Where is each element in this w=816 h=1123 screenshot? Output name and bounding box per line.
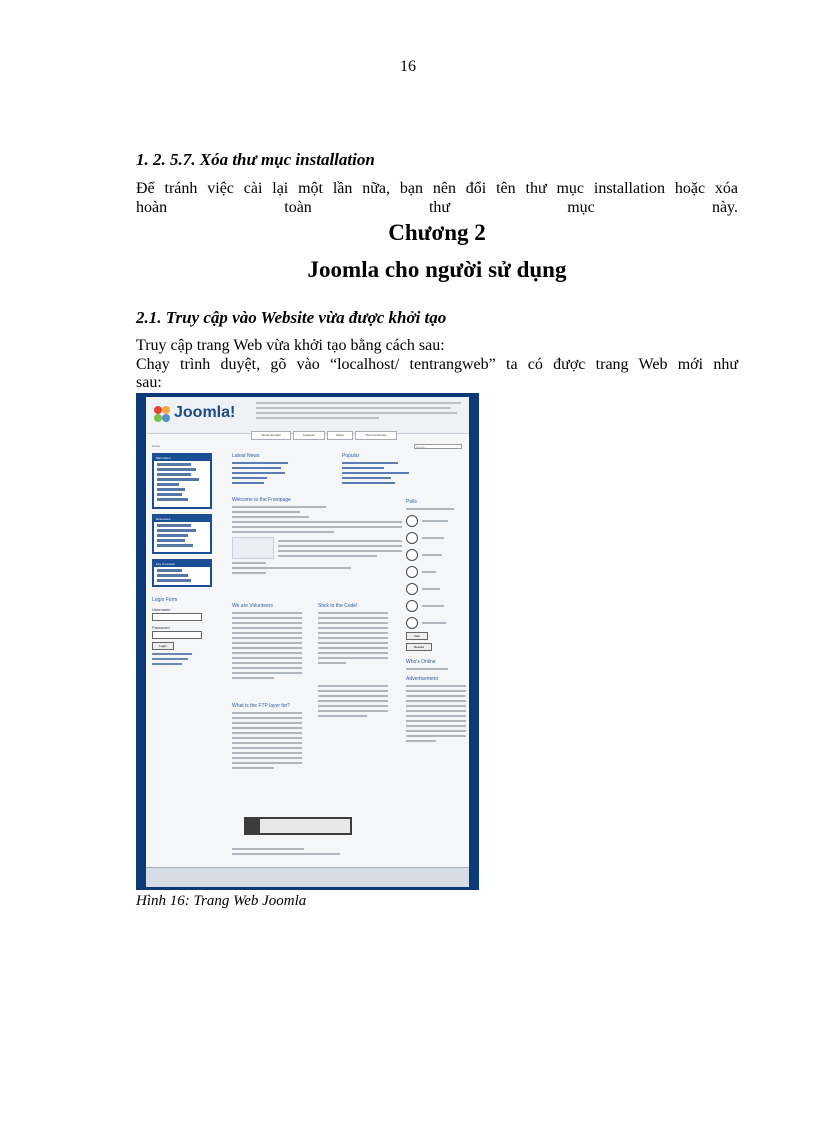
- login-title: Login Form: [152, 597, 178, 603]
- joomla-logo-icon: [152, 404, 172, 424]
- resources-box: [152, 514, 212, 554]
- copyright: [232, 845, 352, 855]
- key-concepts-title: Key Concepts: [154, 561, 210, 567]
- joomla-footer: [146, 867, 469, 887]
- stick-title: Stick to the Code!: [318, 603, 358, 609]
- latest-news-title: Latest News: [232, 453, 260, 459]
- username-input[interactable]: [152, 613, 202, 621]
- paragraph-line-1: Để tránh việc cài lại một lần nữa, bạn nên đổi tên thư mục installation hoặc xóa: [136, 180, 738, 197]
- volunteers-title: We are Volunteers: [232, 603, 274, 609]
- top-nav: [251, 431, 471, 439]
- ad-banner[interactable]: [244, 817, 352, 835]
- right-column: [406, 499, 466, 742]
- whos-online-title: Who's Online: [406, 659, 436, 665]
- joomla-screenshot-figure: [136, 393, 479, 890]
- nav-about[interactable]: About Joomla!: [251, 431, 291, 440]
- password-label: Password: [152, 625, 170, 630]
- password-input[interactable]: [152, 631, 202, 639]
- joomla-page: [146, 397, 469, 886]
- section-heading-2-1: 2.1. Truy cập vào Website vừa được khởi tạo: [136, 308, 447, 327]
- body-line-2: Chạy trình duyệt, gõ vào “localhost/ tentrangweb” ta có được trang Web mới như: [136, 356, 738, 373]
- joomla-logo: [152, 404, 240, 426]
- joomla-logo-text: Joomla!: [174, 404, 236, 421]
- page-number: 16: [400, 58, 416, 75]
- nav-features[interactable]: Features: [293, 431, 325, 440]
- breadcrumb[interactable]: Home: [152, 444, 161, 448]
- login-form: [152, 597, 212, 665]
- ftp-title: What is the FTP layer for?: [232, 703, 290, 709]
- search-input[interactable]: search...: [414, 444, 462, 449]
- popular: [342, 453, 412, 484]
- vote-button[interactable]: Vote: [406, 632, 428, 640]
- key-concepts-box: [152, 559, 212, 587]
- advertisement-title: Advertisement: [406, 676, 438, 682]
- popular-title: Popular: [342, 453, 360, 459]
- nav-community[interactable]: The Community: [355, 431, 397, 440]
- chapter-subtitle: Joomla cho người sử dụng: [307, 257, 567, 282]
- stick-to-code-article: [318, 603, 388, 717]
- username-label: Username: [152, 607, 171, 612]
- body-line-1: Truy cập trang Web vừa khởi tạo bằng cách sau:: [136, 337, 445, 354]
- polls-title: Polls: [406, 499, 417, 505]
- body-line-3: sau:: [136, 374, 162, 391]
- main-menu-box: [152, 453, 212, 509]
- figure-caption: Hình 16: Trang Web Joomla: [136, 893, 307, 909]
- latest-news: [232, 453, 302, 484]
- ftp-article: [232, 703, 302, 769]
- main-menu-title: Main Menu: [154, 455, 210, 461]
- frontpage-title: Welcome to the Frontpage: [232, 497, 291, 503]
- login-button[interactable]: Login: [152, 642, 174, 650]
- header-blurb: [256, 402, 461, 422]
- frontpage-article: [232, 497, 402, 574]
- nav-news[interactable]: News: [327, 431, 353, 440]
- section-heading-1-2-5-7: 1. 2. 5.7. Xóa thư mục installation: [136, 150, 375, 169]
- volunteers-article: [232, 603, 302, 679]
- resources-title: Resources: [154, 516, 210, 522]
- joomla-header: [146, 397, 469, 434]
- chapter-title: Chương 2: [388, 220, 486, 245]
- results-button[interactable]: Results: [406, 643, 432, 651]
- paragraph-line-2: [136, 199, 738, 217]
- paragraph-line-2-text: hoàn toàn thư mục này.: [136, 199, 738, 216]
